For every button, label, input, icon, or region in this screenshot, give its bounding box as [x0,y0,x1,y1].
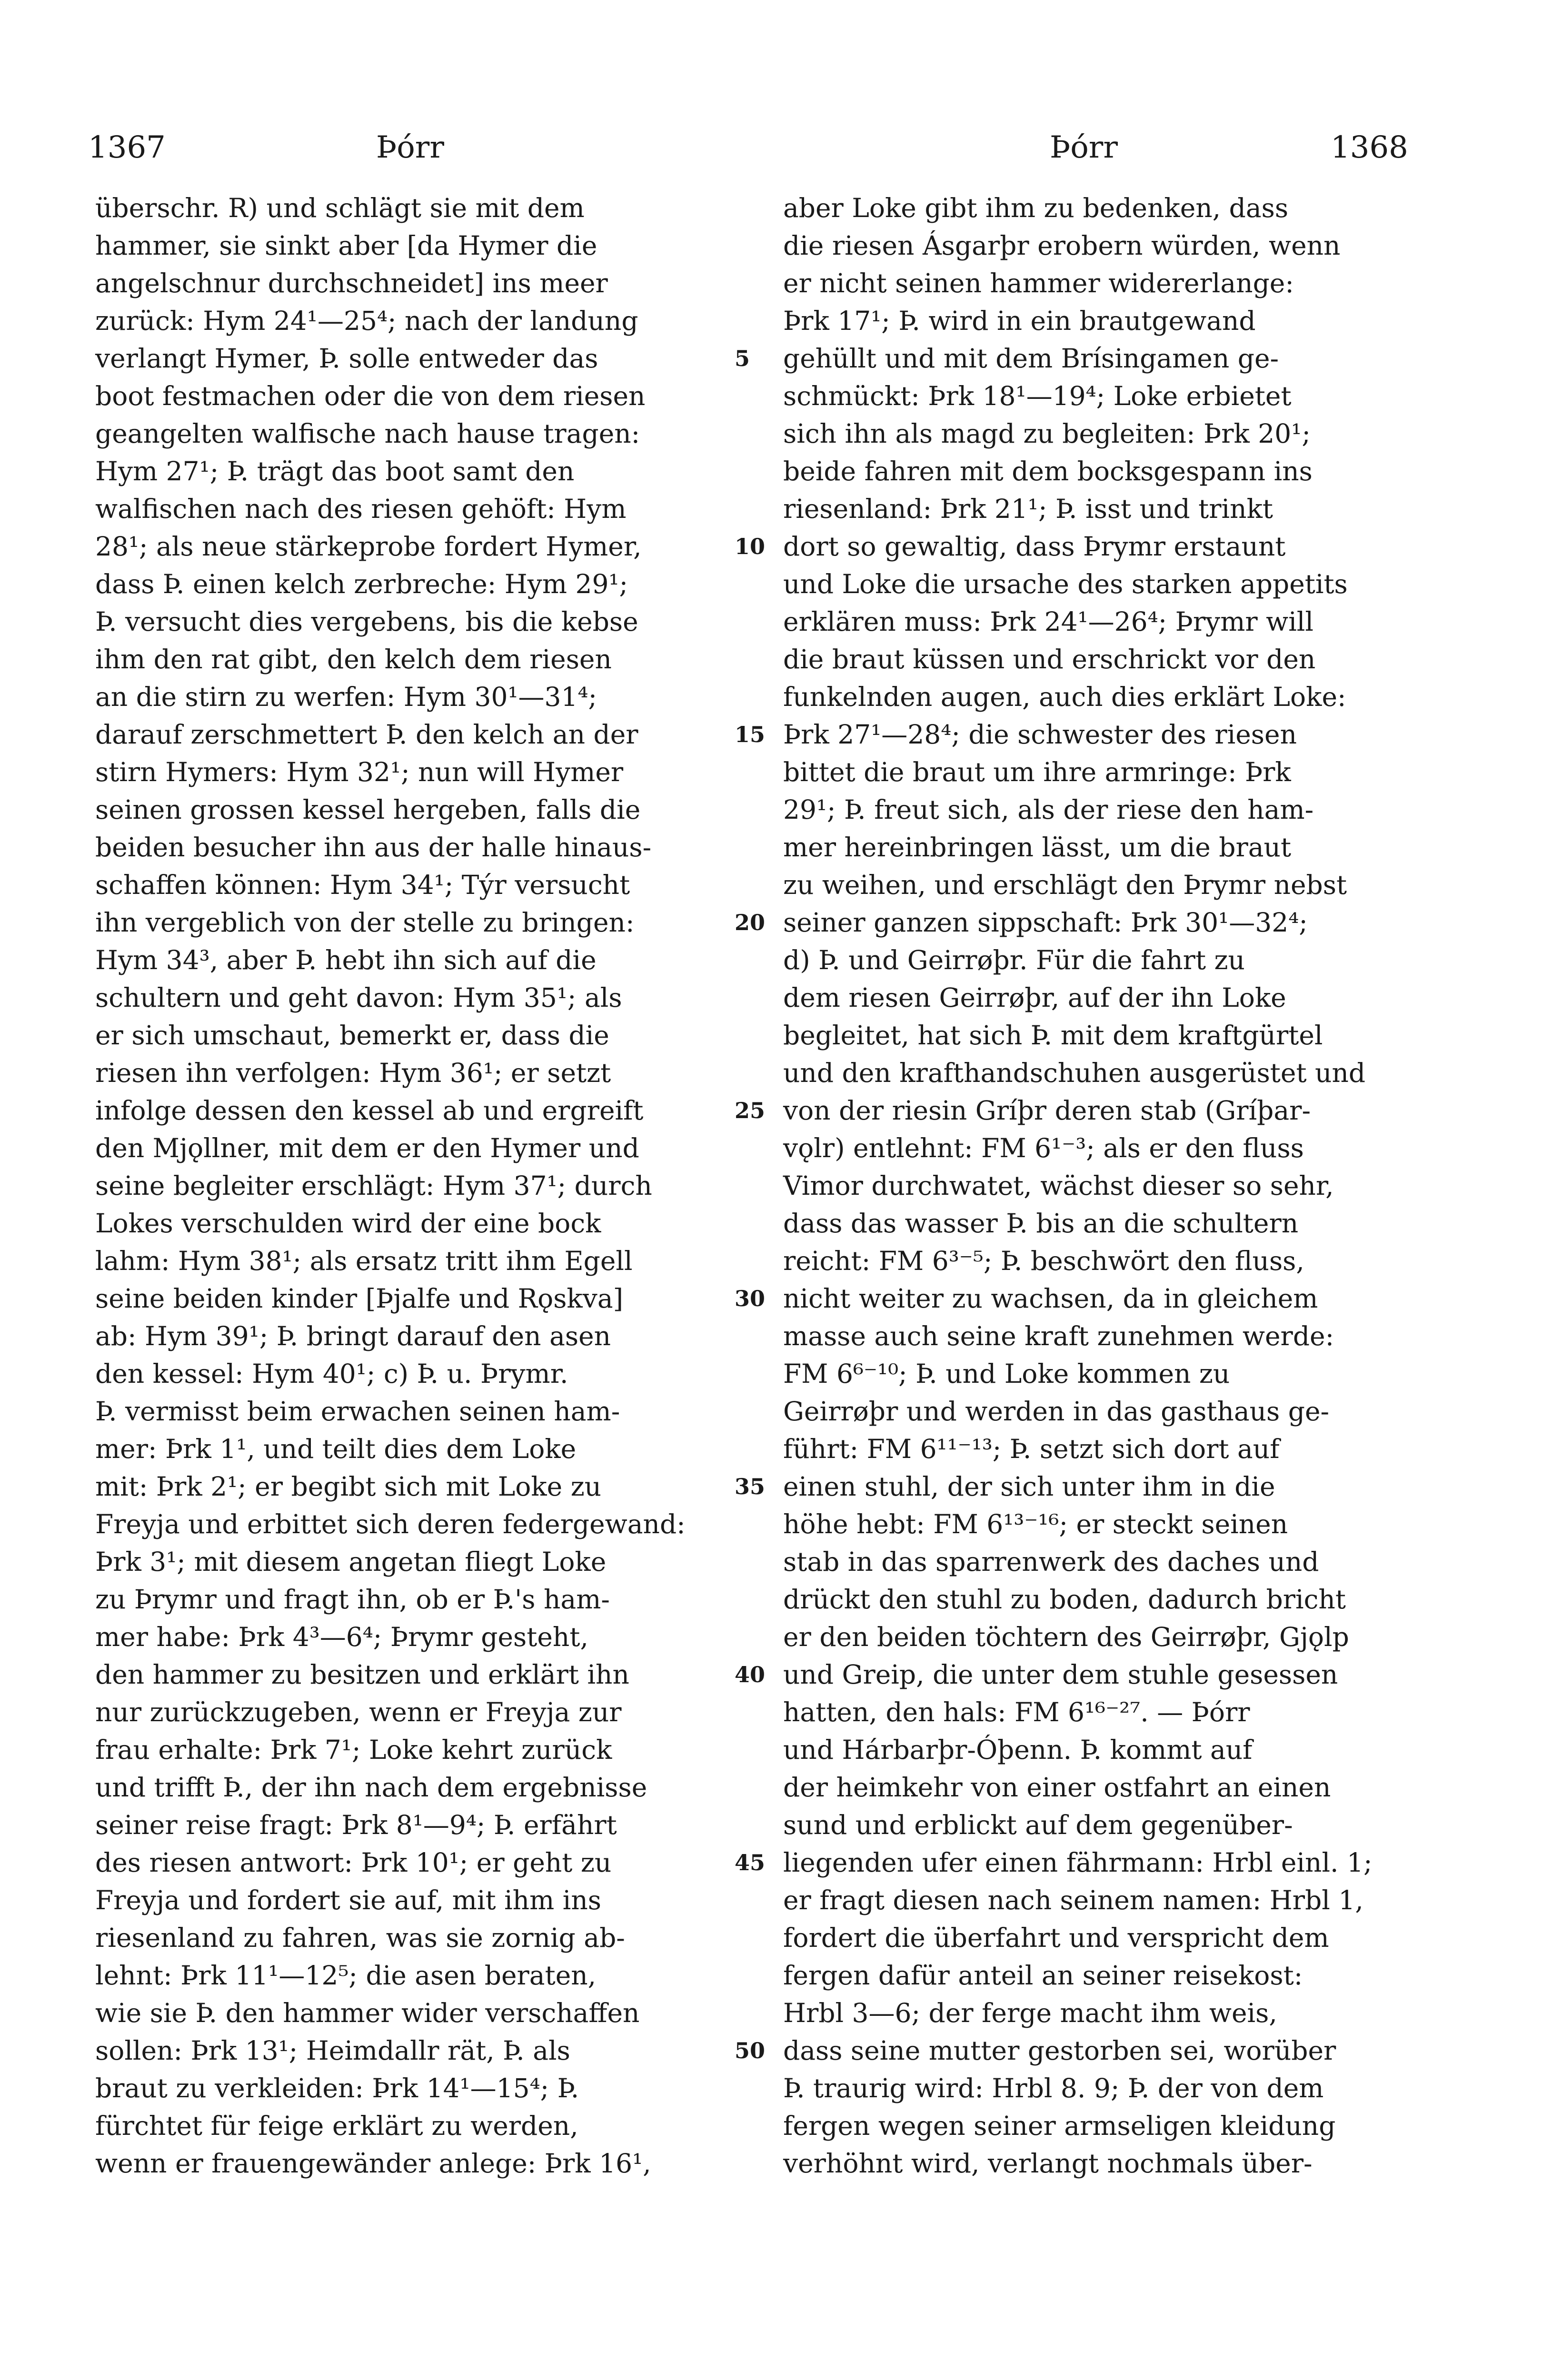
text-line: und trifft Þ., der ihn nach dem ergebnisse [95,1772,647,1803]
text-line: er nicht seinen hammer widererlange: [783,268,1294,298]
text-line: stab in das sparrenwerk des daches und [783,1547,1319,1577]
text-line: Freyja und erbittet sich deren federgewand: [95,1509,686,1539]
line-number: 45 [735,1850,766,1875]
text-line: infolge dessen den kessel ab und ergreift [95,1095,644,1126]
text-line: er sich umschaut, bemerkt er, dass die [95,1020,609,1051]
text-line: höhe hebt: FM 6¹³⁻¹⁶; er steckt seinen [783,1509,1288,1539]
text-line: zu Þrymr und fragt ihn, ob er Þ.'s ham- [95,1584,610,1615]
line-number: 40 [735,1662,766,1687]
text-line: mer habe: Þrk 4³—6⁴; Þrymr gesteht, [95,1622,588,1652]
text-line: er fragt diesen nach seinem namen: Hrbl 1, [783,1885,1363,1915]
text-line: des riesen antwort: Þrk 10¹; er geht zu [95,1847,612,1878]
text-line: dem riesen Geirrøþr, auf der ihn Loke [783,982,1286,1013]
running-title-left: Þórr [376,130,444,165]
text-line: mer hereinbringen lässt, um die braut [783,832,1292,863]
text-line: stirn Hymers: Hym 32¹; nun will Hymer [95,757,624,787]
line-number: 35 [735,1474,766,1499]
text-line: Þ. traurig wird: Hrbl 8. 9; Þ. der von dem [783,2073,1324,2103]
text-line: seine beiden kinder [Þjalfe und Rǫskva] [95,1283,624,1314]
text-line: erklären muss: Þrk 24¹—26⁴; Þrymr will [783,606,1313,637]
text-line: lahm: Hym 38¹; als ersatz tritt ihm Egell [95,1246,633,1276]
text-line: nur zurückzugeben, wenn er Freyja zur [95,1697,622,1727]
text-line: fergen wegen seiner armseligen kleidung [783,2111,1336,2141]
line-number: 30 [735,1286,766,1311]
text-line: wie sie Þ. den hammer wider verschaffen [95,1998,640,2028]
text-line: reicht: FM 6³⁻⁵; Þ. beschwört den fluss, [783,1246,1304,1276]
text-line: riesen ihn verfolgen: Hym 36¹; er setzt [95,1058,611,1088]
text-line: hatten, den hals: FM 6¹⁶⁻²⁷. — Þórr [783,1697,1250,1727]
text-line: schultern und geht davon: Hym 35¹; als [95,982,622,1013]
text-line: Lokes verschulden wird der eine bock [95,1208,601,1239]
line-number: 10 [735,534,766,559]
right-column [783,189,1411,2182]
text-line: nicht weiter zu wachsen, da in gleichem [783,1283,1318,1314]
text-line: vǫlr) entlehnt: FM 6¹⁻³; als er den fluss [783,1133,1304,1163]
text-line: ihm den rat gibt, den kelch dem riesen [95,644,612,674]
text-line: zu weihen, und erschlägt den Þrymr nebst [783,870,1347,900]
text-line: seine begleiter erschlägt: Hym 37¹; durch [95,1170,652,1201]
text-line: überschr. R) und schlägt sie mit dem [95,193,585,223]
text-line: walfischen nach des riesen gehöft: Hym [95,494,627,524]
text-line: gehüllt und mit dem Brísingamen ge- [783,343,1279,374]
text-line: Hrbl 3—6; der ferge macht ihm weis, [783,1998,1277,2028]
text-line: Hym 34³, aber Þ. hebt ihn sich auf die [95,945,597,975]
text-line: FM 6⁶⁻¹⁰; Þ. und Loke kommen zu [783,1359,1230,1389]
line-number: 50 [735,2038,766,2063]
text-line: den hammer zu besitzen und erklärt ihn [95,1659,629,1690]
text-line: die riesen Ásgarþr erobern würden, wenn [783,230,1341,261]
line-number: 5 [735,346,750,371]
text-line: Vimor durchwatet, wächst dieser so sehr, [783,1170,1334,1201]
text-line: dort so gewaltig, dass Þrymr erstaunt [783,531,1286,562]
text-line: Freyja und fordert sie auf, mit ihm ins [95,1885,601,1915]
text-line: Þ. vermisst beim erwachen seinen ham- [95,1396,620,1427]
text-line: hammer, sie sinkt aber [da Hymer die [95,230,597,261]
text-line: frau erhalte: Þrk 7¹; Loke kehrt zurück [95,1735,612,1765]
text-line: angelschnur durchschneidet] ins meer [95,268,608,298]
text-line: riesenland: Þrk 21¹; Þ. isst und trinkt [783,494,1273,524]
text-line: ab: Hym 39¹; Þ. bringt darauf den asen [95,1321,611,1351]
text-line: dass das wasser Þ. bis an die schultern [783,1208,1299,1239]
text-line: ihn vergeblich von der stelle zu bringen: [95,907,635,938]
text-line: 29¹; Þ. freut sich, als der riese den ham- [783,794,1314,825]
text-line: verhöhnt wird, verlangt nochmals über- [783,2148,1313,2179]
text-line: schaffen können: Hym 34¹; Týr versucht [95,870,630,900]
text-line: sollen: Þrk 13¹; Heimdallr rät, Þ. als [95,2035,570,2066]
text-line: von der riesin Gríþr deren stab (Gríþar- [783,1095,1311,1126]
text-line: funkelnden augen, auch dies erklärt Loke: [783,682,1346,712]
text-line: einen stuhl, der sich unter ihm in die [783,1471,1275,1502]
text-line: verlangt Hymer, Þ. solle entweder das [95,343,598,374]
text-line: seiner reise fragt: Þrk 8¹—9⁴; Þ. erfährt [95,1810,617,1840]
line-number: 15 [735,722,766,747]
line-number: 25 [735,1098,766,1123]
text-line: drückt den stuhl zu boden, dadurch bricht [783,1584,1346,1615]
text-line: den kessel: Hym 40¹; c) Þ. u. Þrymr. [95,1359,568,1389]
text-line: beiden besucher ihn aus der halle hinaus- [95,832,652,863]
text-line: aber Loke gibt ihm zu bedenken, dass [783,193,1289,223]
text-line: lehnt: Þrk 11¹—12⁵; die asen beraten, [95,1960,597,1991]
text-line: und Loke die ursache des starken appetits [783,569,1348,599]
text-line: an die stirn zu werfen: Hym 30¹—31⁴; [95,682,597,712]
text-line: mer: Þrk 1¹, und teilt dies dem Loke [95,1434,577,1464]
page-number-right: 1368 [1331,130,1408,165]
text-line: mit: Þrk 2¹; er begibt sich mit Loke zu [95,1471,602,1502]
page-number-left: 1367 [88,130,166,165]
text-line: darauf zerschmettert Þ. den kelch an der [95,719,638,750]
text-line: schmückt: Þrk 18¹—19⁴; Loke erbietet [783,381,1292,411]
text-line: begleitet, hat sich Þ. mit dem kraftgürtel [783,1020,1323,1051]
text-line: sund und erblickt auf dem gegenüber- [783,1810,1293,1840]
text-line: 28¹; als neue stärkeprobe fordert Hymer, [95,531,642,562]
text-line: Þrk 3¹; mit diesem angetan fliegt Loke [95,1547,607,1577]
text-line: und Greip, die unter dem stuhle gesessen [783,1659,1338,1690]
text-line: braut zu verkleiden: Þrk 14¹—15⁴; Þ. [95,2073,579,2103]
text-line: und den krafthandschuhen ausgerüstet und [783,1058,1366,1088]
left-column [95,189,723,2182]
running-title-right: Þórr [1050,130,1118,165]
text-line: und Hárbarþr-Óþenn. Þ. kommt auf [783,1735,1253,1765]
line-number: 20 [735,910,766,935]
text-line: liegenden ufer einen fährmann: Hrbl einl. 1; [783,1847,1373,1878]
text-line: Þrk 27¹—28⁴; die schwester des riesen [783,719,1297,750]
text-line: Hym 27¹; Þ. trägt das boot samt den [95,456,575,486]
text-line: er den beiden töchtern des Geirrøþr, Gjǫlp [783,1622,1349,1652]
text-line: fergen dafür anteil an seiner reisekost: [783,1960,1303,1991]
text-line: fürchtet für feige erklärt zu werden, [95,2111,578,2141]
text-line: bittet die braut um ihre armringe: Þrk [783,757,1291,787]
text-line: d) Þ. und Geirrøþr. Für die fahrt zu [783,945,1245,975]
text-line: Þrk 17¹; Þ. wird in ein brautgewand [783,306,1256,336]
text-line: masse auch seine kraft zunehmen werde: [783,1321,1334,1351]
text-line: boot festmachen oder die von dem riesen [95,381,646,411]
text-line: den Mjǫllner, mit dem er den Hymer und [95,1133,639,1163]
text-line: geangelten walfische nach hause tragen: [95,418,640,449]
text-line: wenn er frauengewänder anlege: Þrk 16¹, [95,2148,651,2179]
text-line: der heimkehr von einer ostfahrt an einen [783,1772,1331,1803]
text-line: Þ. versucht dies vergebens, bis die kebse [95,606,638,637]
text-line: sich ihn als magd zu begleiten: Þrk 20¹; [783,418,1311,449]
text-line: beide fahren mit dem bocksgespann ins [783,456,1313,486]
text-line: fordert die überfahrt und verspricht dem [783,1923,1329,1953]
text-line: dass Þ. einen kelch zerbreche: Hym 29¹; [95,569,628,599]
text-line: zurück: Hym 24¹—25⁴; nach der landung [95,306,638,336]
text-line: dass seine mutter gestorben sei, worüber [783,2035,1336,2066]
text-line: die braut küssen und erschrickt vor den [783,644,1316,674]
text-line: Geirrøþr und werden in das gasthaus ge- [783,1396,1330,1427]
text-line: seinen grossen kessel hergeben, falls die [95,794,641,825]
text-line: führt: FM 6¹¹⁻¹³; Þ. setzt sich dort auf [783,1434,1280,1464]
text-line: riesenland zu fahren, was sie zornig ab- [95,1923,625,1953]
text-line: seiner ganzen sippschaft: Þrk 30¹—32⁴; [783,907,1308,938]
